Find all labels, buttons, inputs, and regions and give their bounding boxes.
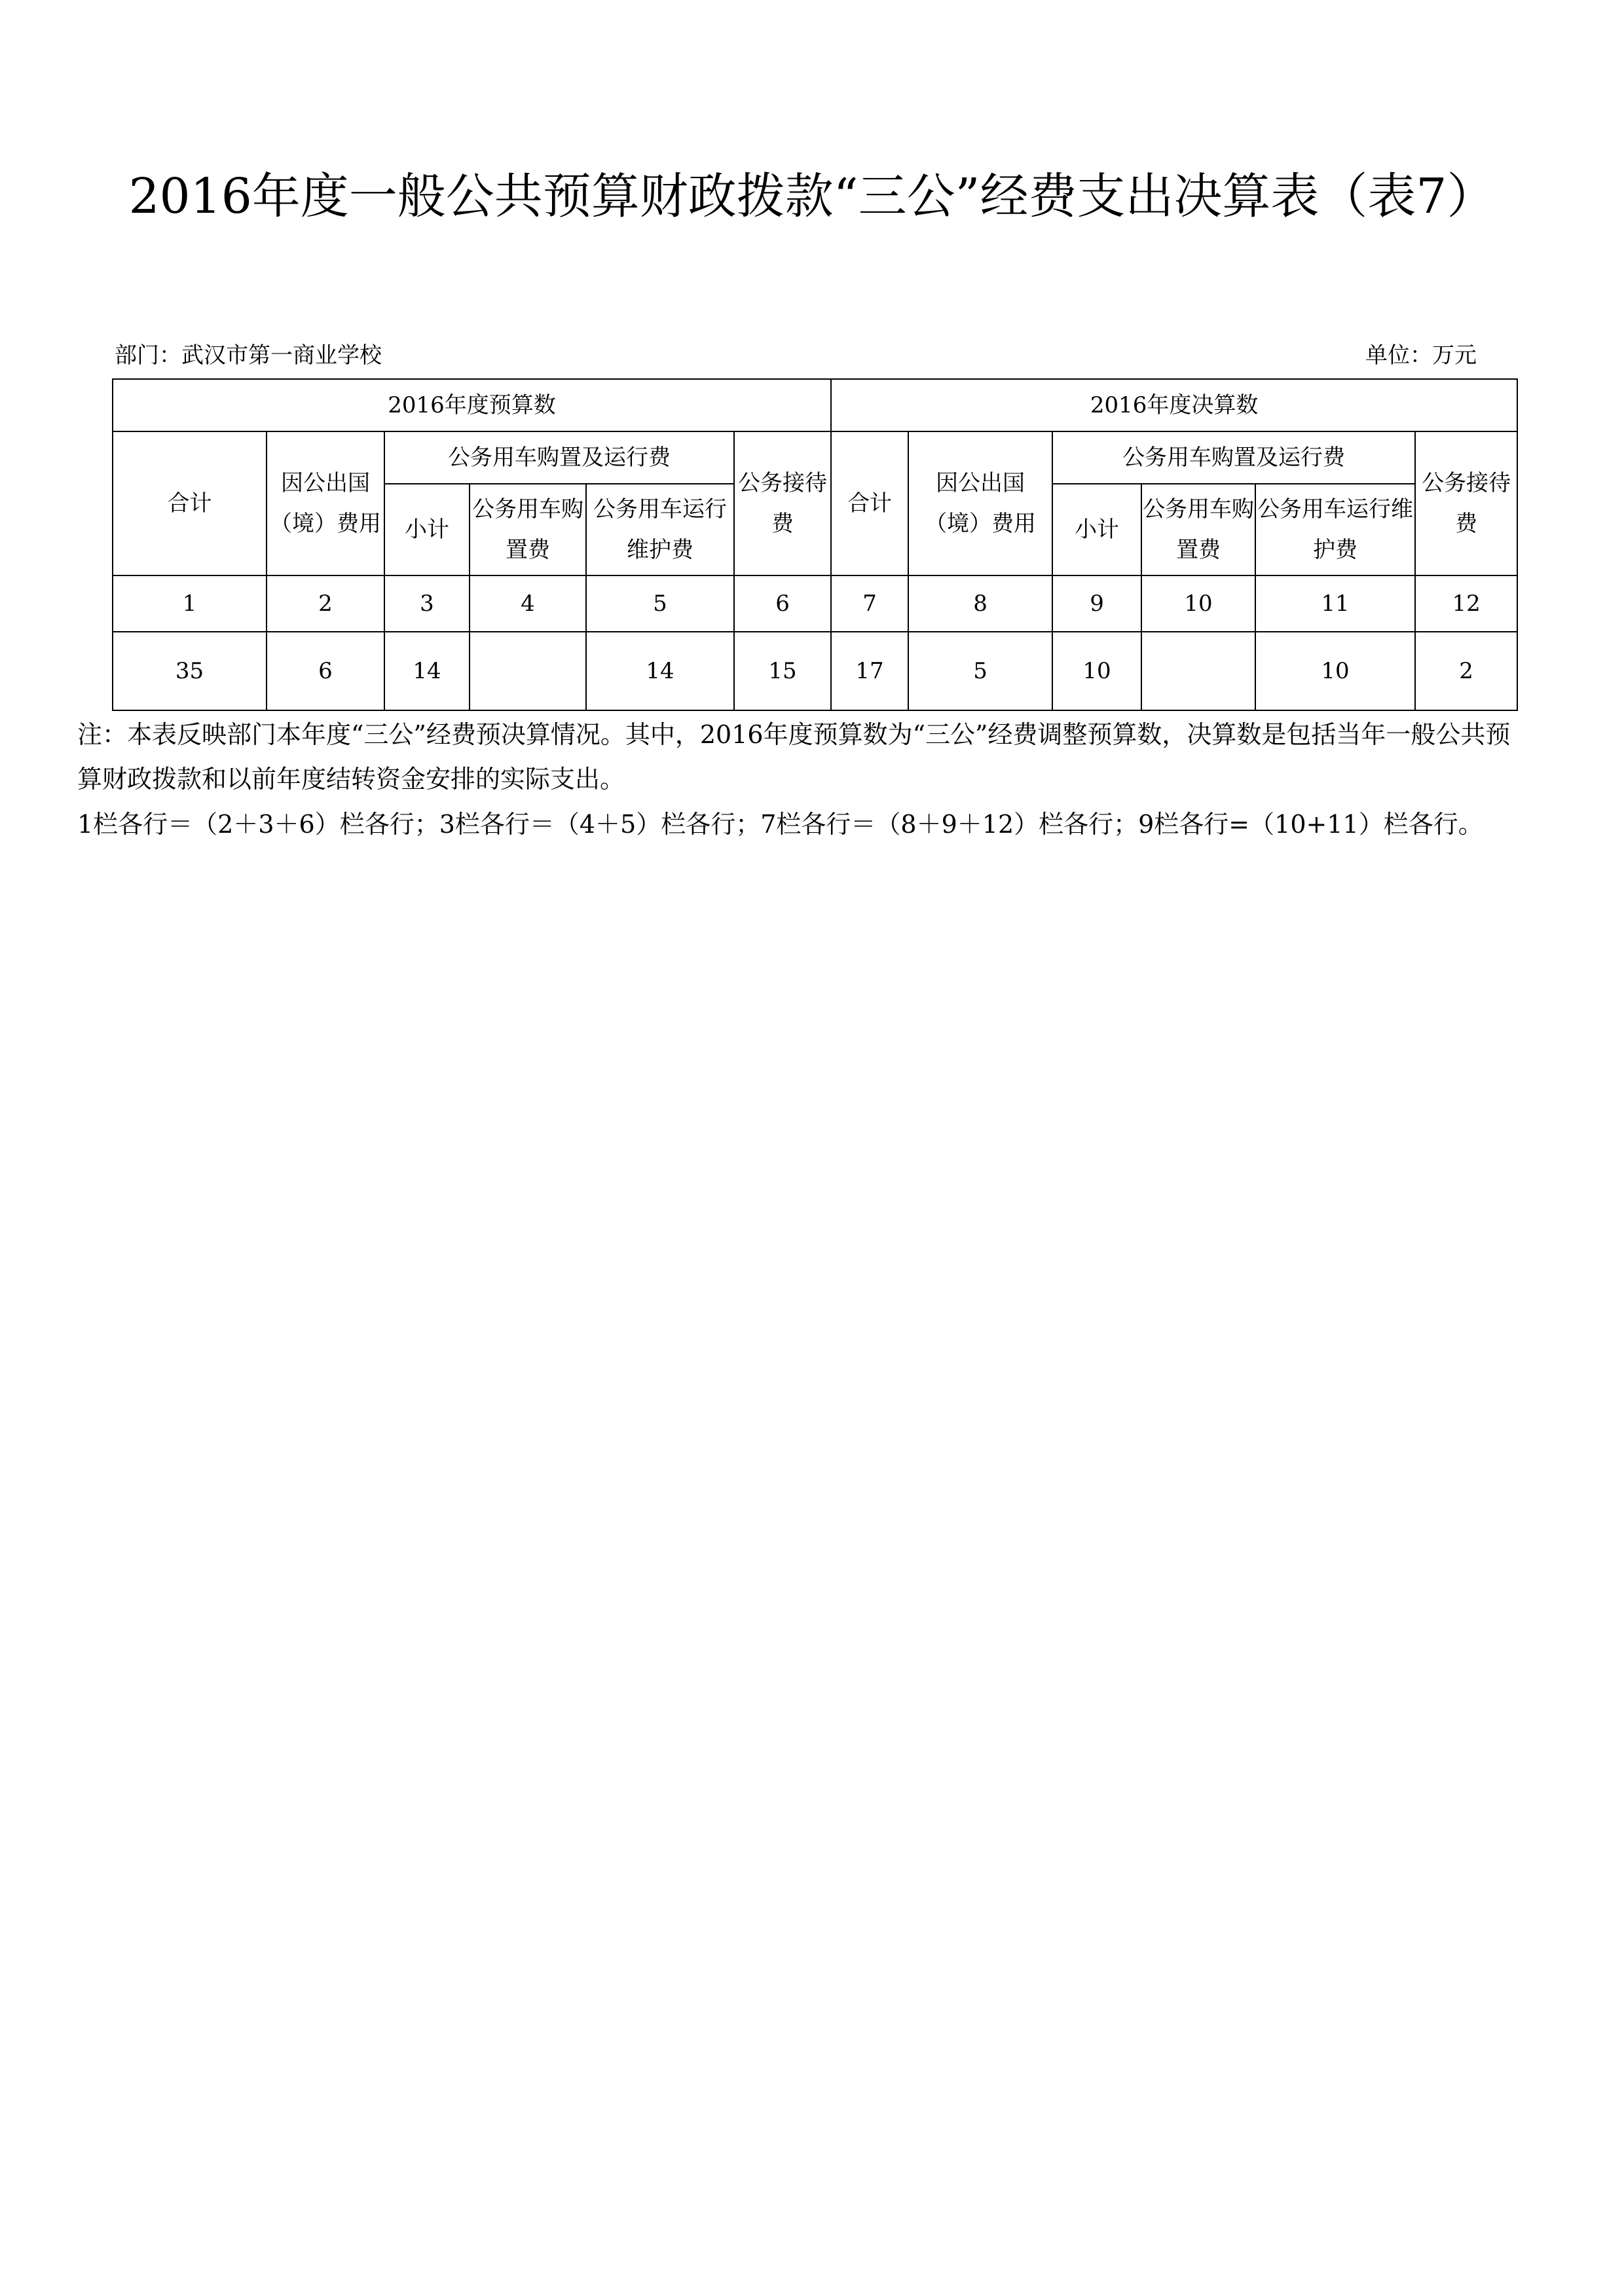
table-cell: 15 bbox=[734, 632, 831, 710]
header-budget-car-purchase: 公务用车购置费 bbox=[470, 484, 586, 575]
table-cell bbox=[470, 632, 586, 710]
header-final-reception: 公务接待费 bbox=[1415, 431, 1517, 575]
header-final-total: 合计 bbox=[831, 431, 908, 575]
table-cell: 8 bbox=[908, 575, 1052, 632]
table-header-row-group bbox=[113, 379, 1517, 431]
table-cell: 2 bbox=[267, 575, 384, 632]
header-budget-car-group: 公务用车购置及运行费 bbox=[384, 431, 734, 484]
header-budget-total: 合计 bbox=[113, 431, 267, 575]
table-cell: 5 bbox=[908, 632, 1052, 710]
page-title: 2016年度一般公共预算财政拨款“三公”经费支出决算表（表7） bbox=[128, 168, 1496, 225]
header-final-car-purchase: 公务用车购置费 bbox=[1141, 484, 1255, 575]
table-header-row-main bbox=[113, 431, 1517, 484]
table-cell: 9 bbox=[1052, 575, 1141, 632]
table-cell: 14 bbox=[586, 632, 734, 710]
table-cell: 10 bbox=[1141, 575, 1255, 632]
header-final-abroad: 因公出国（境）费用 bbox=[908, 431, 1052, 575]
table-cell: 5 bbox=[586, 575, 734, 632]
header-final-subtotal: 小计 bbox=[1052, 484, 1141, 575]
table-cell: 4 bbox=[470, 575, 586, 632]
department-label: 部门：武汉市第一商业学校 bbox=[115, 342, 382, 369]
table-cell: 7 bbox=[831, 575, 908, 632]
three-public-expense-table bbox=[112, 378, 1518, 711]
header-final-group: 2016年度决算数 bbox=[831, 379, 1517, 431]
table-cell: 14 bbox=[384, 632, 470, 710]
table-row-values bbox=[113, 632, 1517, 710]
table-cell: 10 bbox=[1052, 632, 1141, 710]
table-cell: 35 bbox=[113, 632, 267, 710]
header-budget-group: 2016年度预算数 bbox=[113, 379, 831, 431]
table-cell: 3 bbox=[384, 575, 470, 632]
table-cell: 6 bbox=[267, 632, 384, 710]
table-cell: 17 bbox=[831, 632, 908, 710]
note-formula: 1栏各行＝（2＋3＋6）栏各行；3栏各行＝（4＋5）栏各行；7栏各行＝（8＋9＋12）栏各行；9栏各行=（10+11）栏各行。 bbox=[77, 810, 1483, 839]
table-cell: 12 bbox=[1415, 575, 1517, 632]
note-explanation: 注：本表反映部门本年度“三公”经费预决算情况。其中，2016年度预算数为“三公”经费调整预算数，决算数是包括当年一般公共预算财政拨款和以前年度结转资金安排的实际支出。 bbox=[77, 720, 1511, 793]
table-cell: 6 bbox=[734, 575, 831, 632]
table-row-column-index bbox=[113, 575, 1517, 632]
table-cell: 10 bbox=[1255, 632, 1415, 710]
header-budget-abroad: 因公出国（境）费用 bbox=[267, 431, 384, 575]
table-cell bbox=[1141, 632, 1255, 710]
table-cell: 1 bbox=[113, 575, 267, 632]
header-budget-subtotal: 小计 bbox=[384, 484, 470, 575]
header-budget-car-operation: 公务用车运行维护费 bbox=[586, 484, 734, 575]
header-budget-reception: 公务接待费 bbox=[734, 431, 831, 575]
table-cell: 2 bbox=[1415, 632, 1517, 710]
table-cell: 11 bbox=[1255, 575, 1415, 632]
header-final-car-group: 公务用车购置及运行费 bbox=[1052, 431, 1415, 484]
unit-label: 单位：万元 bbox=[1365, 342, 1477, 369]
header-final-car-operation: 公务用车运行维护费 bbox=[1255, 484, 1415, 575]
